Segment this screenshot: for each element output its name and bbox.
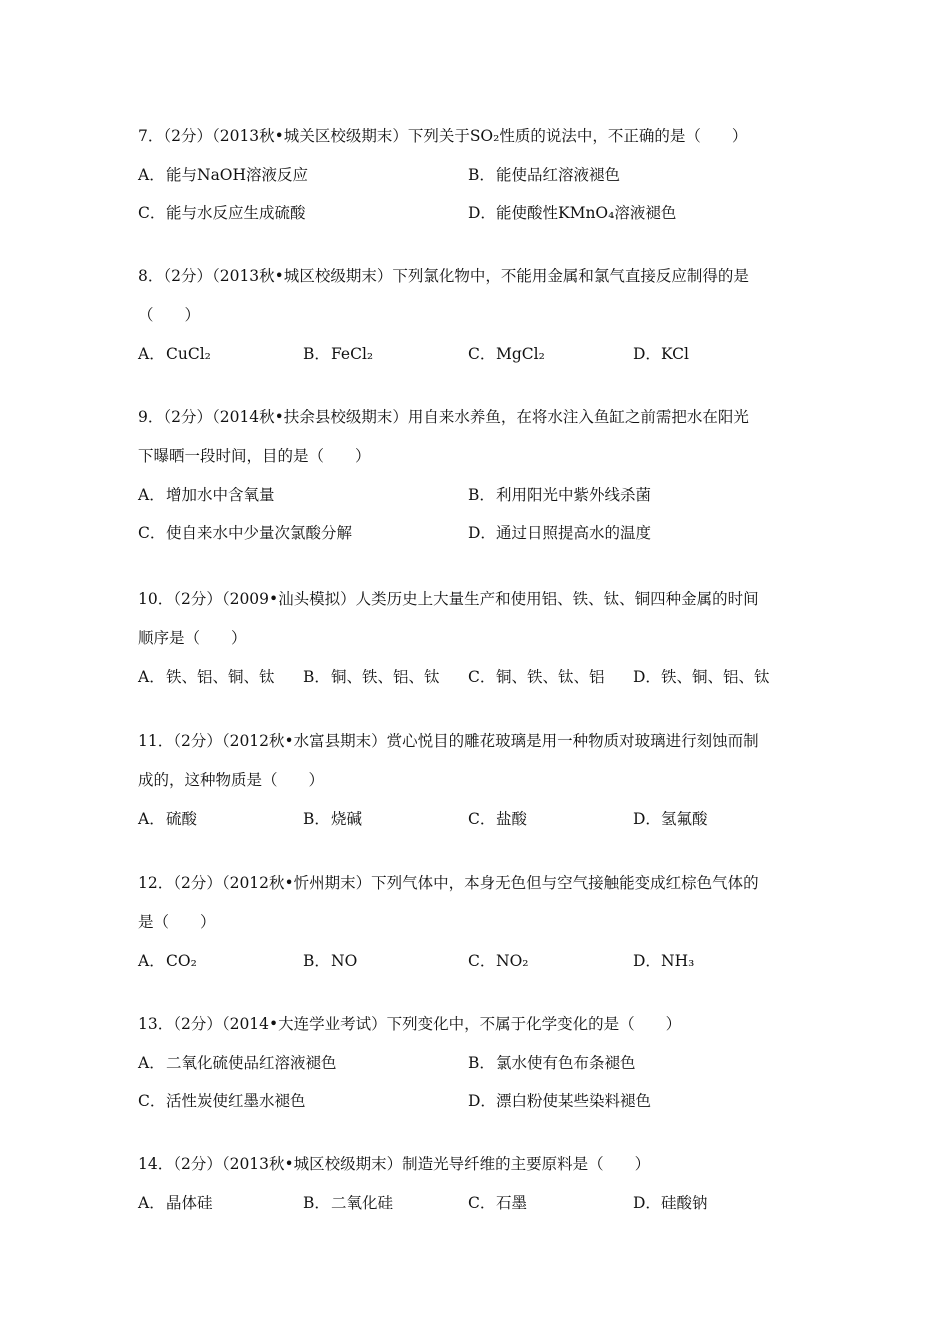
option-c: C．MgCl₂ bbox=[468, 345, 545, 363]
options-row bbox=[138, 476, 828, 514]
option-a: A．硫酸 bbox=[138, 810, 198, 828]
option-b: B．铜、铁、铝、钛 bbox=[303, 668, 440, 686]
options-row bbox=[138, 194, 828, 232]
question-11 bbox=[138, 722, 828, 838]
option-a: A．CuCl₂ bbox=[138, 345, 211, 363]
options-row bbox=[138, 942, 828, 980]
question-7 bbox=[138, 117, 828, 232]
option-b: B．FeCl₂ bbox=[303, 345, 374, 363]
option-c: C．活性炭使红墨水褪色 bbox=[138, 1092, 306, 1110]
question-8 bbox=[138, 257, 828, 373]
options-row bbox=[138, 156, 828, 194]
options-row bbox=[138, 1044, 828, 1082]
option-a: A．二氧化硫使品红溶液褪色 bbox=[138, 1054, 337, 1072]
options-row bbox=[138, 800, 828, 838]
question-stem: 13．（2分）（2014•大连学业考试）下列变化中，不属于化学变化的是（ ） bbox=[138, 1015, 682, 1033]
question-13 bbox=[138, 1005, 828, 1120]
option-a: A．能与NaOH溶液反应 bbox=[138, 166, 309, 184]
option-d: D．漂白粉使某些染料褪色 bbox=[468, 1092, 652, 1110]
question-9 bbox=[138, 398, 828, 552]
question-stem: 9．（2分）（2014秋•扶余县校级期末）用自来水养鱼，在将水注入鱼缸之前需把水在阳光 bbox=[138, 408, 749, 426]
question-stem: 11．（2分）（2012秋•水富县期末）赏心悦目的雕花玻璃是用一种物质对玻璃进行刻蚀而制 bbox=[138, 732, 759, 750]
option-b: B．烧碱 bbox=[303, 810, 363, 828]
option-a: A．晶体硅 bbox=[138, 1194, 213, 1212]
option-c: C．石墨 bbox=[468, 1194, 528, 1212]
question-12 bbox=[138, 864, 828, 980]
question-stem: 12．（2分）（2012秋•忻州期末）下列气体中，本身无色但与空气接触能变成红棕色气体的 bbox=[138, 874, 759, 892]
question-stem: 10．（2分）（2009•汕头模拟）人类历史上大量生产和使用铝、铁、钛、铜四种金属的时间 bbox=[138, 590, 759, 608]
options-row bbox=[138, 658, 828, 696]
options-row bbox=[138, 1184, 828, 1222]
question-stem-cont: 顺序是（ ） bbox=[138, 629, 247, 647]
option-c: C．能与水反应生成硫酸 bbox=[138, 204, 306, 222]
option-c: C．NO₂ bbox=[468, 952, 529, 970]
question-14 bbox=[138, 1145, 828, 1222]
question-stem: 14．（2分）（2013秋•城区校级期末）制造光导纤维的主要原料是（ ） bbox=[138, 1155, 651, 1173]
question-stem: 7．（2分）（2013秋•城关区校级期末）下列关于SO₂性质的说法中，不正确的是（ ） bbox=[138, 127, 748, 145]
option-b: B．NO bbox=[303, 952, 358, 970]
question-stem-cont: （ ） bbox=[138, 306, 201, 324]
option-b: B．氯水使有色布条褪色 bbox=[468, 1054, 636, 1072]
option-b: B．二氧化硅 bbox=[303, 1194, 394, 1212]
options-row bbox=[138, 514, 828, 552]
option-c: C．使自来水中少量次氯酸分解 bbox=[138, 524, 353, 542]
options-row bbox=[138, 335, 828, 373]
option-c: C．盐酸 bbox=[468, 810, 528, 828]
question-stem-cont: 下曝晒一段时间，目的是（ ） bbox=[138, 447, 371, 465]
option-a: A．CO₂ bbox=[138, 952, 197, 970]
question-stem-cont: 成的，这种物质是（ ） bbox=[138, 771, 325, 789]
option-d: D．能使酸性KMnO₄溶液褪色 bbox=[468, 204, 677, 222]
option-a: A．增加水中含氧量 bbox=[138, 486, 275, 504]
option-d: D．NH₃ bbox=[633, 952, 695, 970]
question-10 bbox=[138, 580, 828, 696]
option-d: D．硅酸钠 bbox=[633, 1194, 708, 1212]
question-stem-cont: 是（ ） bbox=[138, 913, 216, 931]
option-d: D．KCl bbox=[633, 345, 689, 363]
option-b: B．利用阳光中紫外线杀菌 bbox=[468, 486, 652, 504]
option-d: D．氢氟酸 bbox=[633, 810, 708, 828]
options-row bbox=[138, 1082, 828, 1120]
option-b: B．能使品红溶液褪色 bbox=[468, 166, 621, 184]
option-a: A．铁、铝、铜、钛 bbox=[138, 668, 275, 686]
question-stem: 8．（2分）（2013秋•城区校级期末）下列氯化物中，不能用金属和氯气直接反应制得的是 bbox=[138, 267, 749, 285]
option-d: D．铁、铜、铝、钛 bbox=[633, 668, 770, 686]
option-d: D．通过日照提高水的温度 bbox=[468, 524, 652, 542]
option-c: C．铜、铁、钛、铝 bbox=[468, 668, 605, 686]
